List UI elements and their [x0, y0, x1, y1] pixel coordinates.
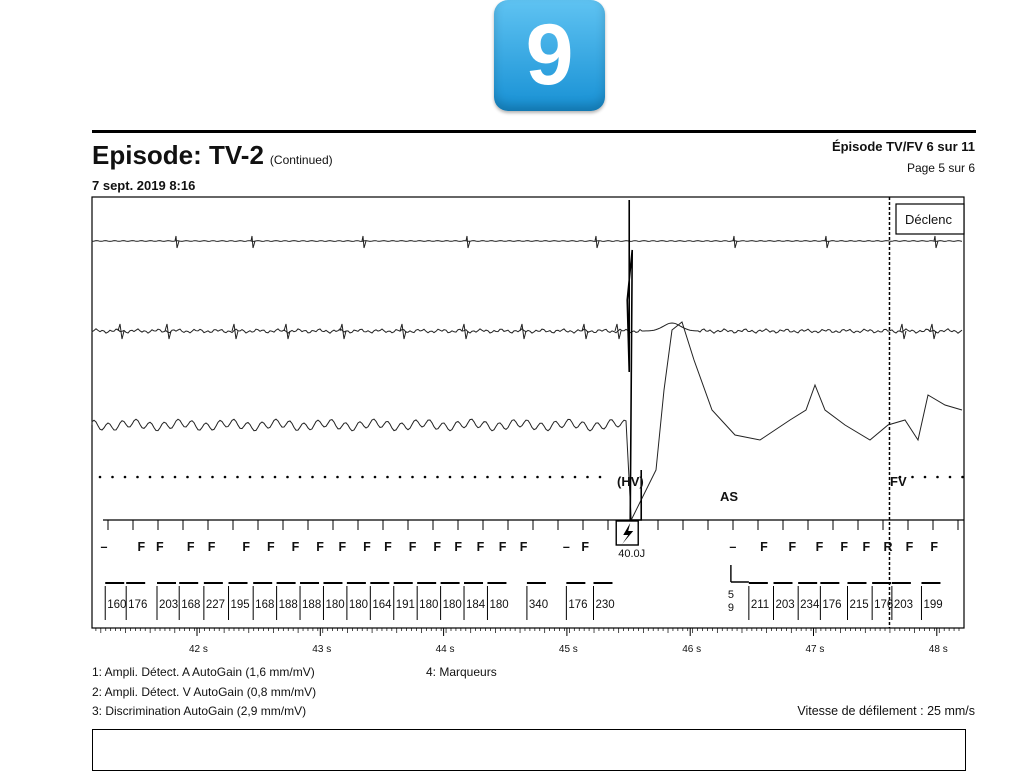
- interval-label: 203: [775, 599, 795, 611]
- interval-label: 188: [302, 599, 322, 611]
- marker-dot: [124, 476, 127, 479]
- hv-label: (HV): [617, 474, 644, 489]
- marker-event: F: [760, 540, 768, 554]
- marker-dot: [586, 476, 589, 479]
- interval-label: 215: [849, 599, 869, 611]
- marker-dot: [486, 476, 489, 479]
- marker-dot: [936, 476, 939, 479]
- interval-label: 168: [181, 599, 201, 611]
- marker-event: F: [788, 540, 797, 554]
- channel-1-complex: [825, 236, 829, 248]
- marker-dot: [149, 476, 152, 479]
- marker-dot: [111, 476, 114, 479]
- marker-dot: [199, 476, 202, 479]
- episode-datetime: 7 sept. 2019 8:16: [92, 178, 196, 193]
- marker-event: F: [930, 540, 938, 554]
- interval-label: 211: [750, 599, 770, 611]
- interval-label: 176: [128, 599, 148, 611]
- interval-label: 227: [205, 599, 226, 611]
- interval-label: 176: [822, 599, 842, 611]
- fv-label: FV: [890, 474, 907, 489]
- interval-label: 234: [800, 599, 820, 611]
- channel-1-complex: [362, 236, 366, 248]
- legend-line-1: 1: Ampli. Détect. A AutoGain (1,6 mm/mV): [92, 665, 315, 679]
- marker-dot: [136, 476, 139, 479]
- marker-dot: [924, 476, 927, 479]
- marker-event: F: [408, 540, 417, 554]
- marker-event: F: [862, 540, 871, 554]
- axis-tick-label: 42 s: [189, 644, 208, 655]
- interval-label: 160: [107, 599, 127, 611]
- continued-label: (Continued): [269, 153, 333, 167]
- marker-event: F: [207, 540, 216, 554]
- marker-event: –: [729, 540, 737, 554]
- marker-dot: [349, 476, 352, 479]
- marker-event: F: [815, 540, 824, 554]
- interval-label: 180: [325, 599, 345, 611]
- marker-dot: [436, 476, 439, 479]
- marker-dot: [574, 476, 577, 479]
- marker-event: F: [291, 540, 300, 554]
- axis-tick-label: 45 s: [558, 644, 578, 655]
- marker-dot: [249, 476, 252, 479]
- marker-event: –: [100, 540, 108, 554]
- channel-1-complex: [175, 236, 179, 248]
- marker-event: F: [905, 540, 914, 554]
- marker-event: F: [476, 540, 485, 554]
- marker-dot: [336, 476, 339, 479]
- marker-event: F: [242, 540, 250, 554]
- shock-energy: 40.0J: [618, 548, 646, 560]
- interval-label: 184: [466, 599, 486, 611]
- interval-label: 164: [372, 599, 392, 611]
- marker-event: F: [581, 540, 590, 554]
- marker-dot: [211, 476, 214, 479]
- marker-dot: [474, 476, 477, 479]
- marker-dot: [261, 476, 264, 479]
- marker-dot: [361, 476, 364, 479]
- marker-event: F: [156, 540, 164, 554]
- marker-dot: [949, 476, 952, 479]
- interval-label: 180: [489, 599, 509, 611]
- channel-1-complex: [595, 236, 599, 248]
- marker-dot: [536, 476, 539, 479]
- legend-line-4: 4: Marqueurs: [426, 665, 497, 679]
- legend-line-3: 3: Discrimination AutoGain (2,9 mm/mV): [92, 704, 307, 718]
- marker-dot: [299, 476, 302, 479]
- page-number: Page 5 sur 6: [906, 161, 975, 175]
- interval-label: 176: [568, 599, 588, 611]
- av-ratio-bottom: 9: [727, 602, 735, 614]
- marker-dot: [524, 476, 527, 479]
- interval-label: 180: [442, 599, 462, 611]
- interval-label: 340: [528, 599, 549, 611]
- axis-tick-label: 43 s: [312, 644, 332, 655]
- channel-1-complex: [934, 236, 938, 248]
- as-label: AS: [720, 489, 739, 504]
- marker-event: F: [454, 540, 463, 554]
- channel-2-complex: [284, 324, 290, 339]
- marker-dot: [186, 476, 189, 479]
- marker-dot: [99, 476, 102, 479]
- av-ratio-top: 5: [727, 589, 735, 601]
- channel-2-complex: [615, 324, 621, 339]
- marker-dot: [461, 476, 464, 479]
- marker-dot: [374, 476, 377, 479]
- trigger-label: Déclenc: [905, 212, 952, 227]
- interval-label: 203: [159, 599, 179, 611]
- marker-event: R: [883, 540, 893, 554]
- marker-dot: [499, 476, 502, 479]
- marker-dot: [561, 476, 564, 479]
- interval-label: 195: [230, 599, 250, 611]
- interval-label: 230: [595, 599, 615, 611]
- title-text: Episode: TV-2: [92, 140, 264, 170]
- interval-label: 191: [395, 599, 415, 611]
- marker-event: F: [433, 540, 442, 554]
- interval-label: 176: [874, 599, 894, 611]
- channel-1-complex: [733, 236, 737, 248]
- marker-dot: [286, 476, 289, 479]
- shock-artifact: [627, 200, 641, 520]
- step-badge: 9: [494, 0, 605, 111]
- marker-event: F: [498, 540, 507, 554]
- marker-dot: [511, 476, 514, 479]
- marker-dot: [224, 476, 227, 479]
- marker-event: F: [186, 540, 195, 554]
- channel-1-trace: [92, 241, 962, 242]
- marker-dot: [399, 476, 402, 479]
- interval-label: 199: [923, 599, 943, 611]
- marker-event: F: [316, 540, 324, 554]
- marker-event: F: [137, 540, 146, 554]
- episode-count: Épisode TV/FV 6 sur 11: [831, 139, 975, 154]
- marker-dot: [324, 476, 327, 479]
- channel-2-trace: [92, 323, 962, 333]
- interval-label: 180: [348, 599, 369, 611]
- marker-dot: [174, 476, 177, 479]
- marker-event: F: [840, 540, 848, 554]
- marker-dot: [449, 476, 452, 479]
- axis-tick-label: 48 s: [928, 644, 948, 655]
- marker-event: –: [562, 540, 570, 554]
- channel-1-complex: [466, 236, 470, 248]
- marker-dot: [911, 476, 914, 479]
- marker-dot: [411, 476, 414, 479]
- channel-2-complex: [118, 324, 124, 339]
- interval-label: 188: [278, 599, 298, 611]
- marker-dot: [161, 476, 164, 479]
- marker-event: F: [363, 540, 371, 554]
- interval-label: 180: [419, 599, 439, 611]
- marker-dot: [961, 476, 964, 479]
- marker-dot: [386, 476, 389, 479]
- marker-dot: [424, 476, 427, 479]
- interval-label: 203: [893, 599, 914, 611]
- marker-dot: [599, 476, 602, 479]
- marker-event: F: [338, 540, 347, 554]
- axis-tick-label: 47 s: [805, 644, 825, 655]
- marker-event: F: [519, 540, 528, 554]
- marker-event: F: [266, 540, 275, 554]
- channel-1-complex: [251, 236, 255, 248]
- notes-box: [92, 729, 966, 771]
- legend-line-2: 2: Ampli. Détect. V AutoGain (0,8 mm/mV): [92, 685, 317, 699]
- strip-frame: [92, 197, 964, 628]
- marker-dot: [549, 476, 552, 479]
- channel-3-trace: [92, 322, 962, 520]
- axis-tick-label: 46 s: [682, 644, 702, 655]
- scroll-speed: Vitesse de défilement : 25 mm/s: [797, 704, 975, 718]
- axis-tick-label: 44 s: [435, 644, 455, 655]
- marker-dot: [274, 476, 277, 479]
- marker-dot: [311, 476, 314, 479]
- marker-dot: [236, 476, 239, 479]
- marker-event: F: [384, 540, 392, 554]
- channel-2-complex: [165, 324, 171, 339]
- interval-label: 168: [255, 599, 275, 611]
